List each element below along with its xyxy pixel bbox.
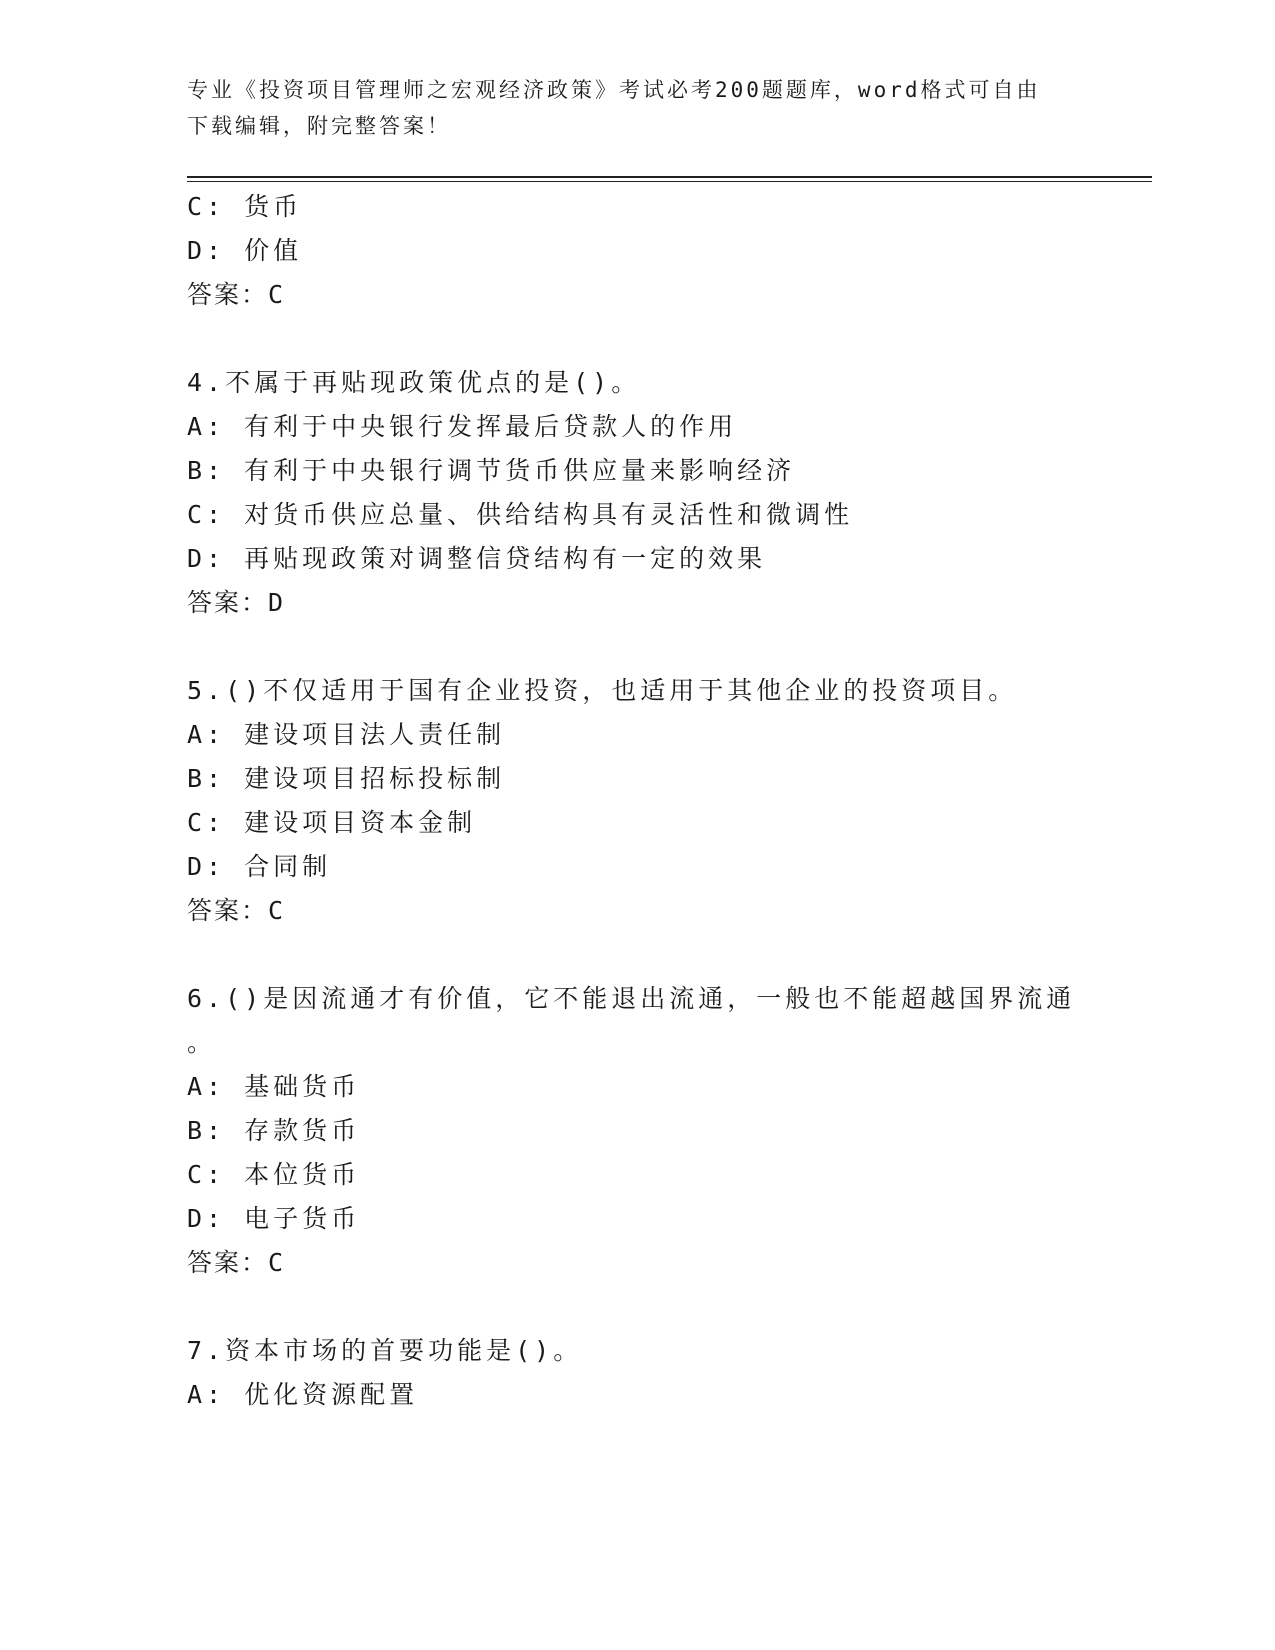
q3-answer: 答案：C	[187, 280, 286, 309]
q4-option-d: D: 再贴现政策对调整信贷结构有一定的效果	[187, 544, 767, 573]
q4-question: 4.不属于再贴现政策优点的是()。	[187, 368, 641, 397]
header-rule-thick	[187, 176, 1152, 178]
q6-question-line-1: 6.()是因流通才有价值，它不能退出流通，一般也不能超越国界流通	[187, 984, 1076, 1013]
q4-option-b: B: 有利于中央银行调节货币供应量来影响经济	[187, 456, 796, 485]
q4-option-c: C: 对货币供应总量、供给结构具有灵活性和微调性	[187, 500, 854, 529]
header-line-2: 下载编辑，附完整答案！	[187, 114, 451, 138]
q3-option-c: C: 货币	[187, 192, 303, 221]
q7-option-a: A: 优化资源配置	[187, 1380, 419, 1409]
q3-option-d: D: 价值	[187, 236, 303, 265]
header-line-1: 专业《投资项目管理师之宏观经济政策》考试必考200题题库，word格式可自由	[187, 78, 1041, 102]
q6-question-line-2: 。	[187, 1028, 217, 1057]
q5-option-b: B: 建设项目招标投标制	[187, 764, 506, 793]
q5-option-c: C: 建设项目资本金制	[187, 808, 477, 837]
q6-option-c: C: 本位货币	[187, 1160, 361, 1189]
q7-question: 7.资本市场的首要功能是()。	[187, 1336, 583, 1365]
q6-option-d: D: 电子货币	[187, 1204, 361, 1233]
q6-option-a: A: 基础货币	[187, 1072, 361, 1101]
document-header	[187, 72, 1067, 144]
header-rule-thin	[187, 181, 1152, 182]
q5-answer: 答案：C	[187, 896, 286, 925]
q6-option-b: B: 存款货币	[187, 1116, 361, 1145]
q5-option-a: A: 建设项目法人责任制	[187, 720, 506, 749]
q4-option-a: A: 有利于中央银行发挥最后贷款人的作用	[187, 412, 738, 441]
q4-answer: 答案：D	[187, 588, 286, 617]
q5-question: 5.()不仅适用于国有企业投资，也适用于其他企业的投资项目。	[187, 676, 1018, 705]
q6-answer: 答案：C	[187, 1248, 286, 1277]
q5-option-d: D: 合同制	[187, 852, 332, 881]
